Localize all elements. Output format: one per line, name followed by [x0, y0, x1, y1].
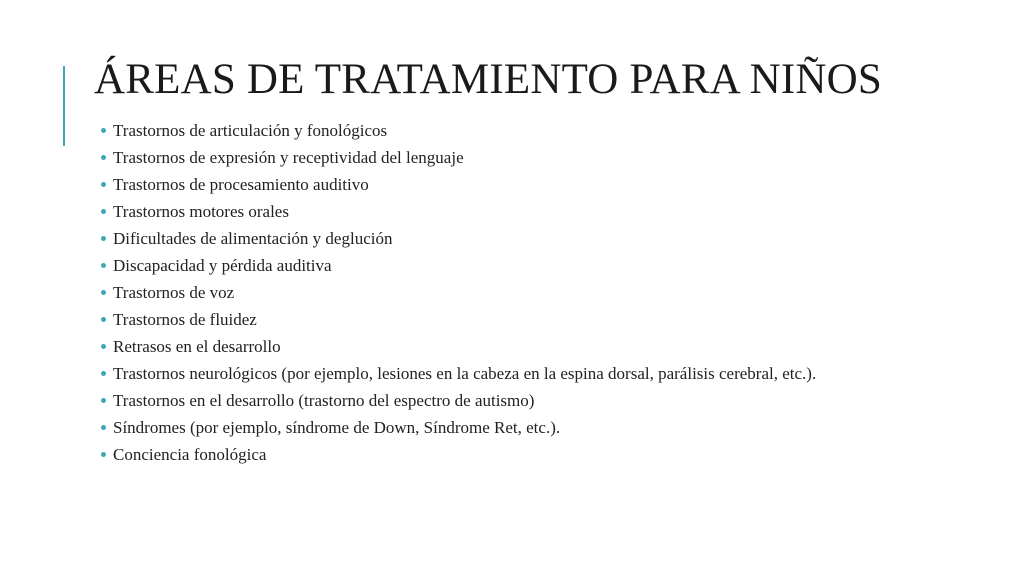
bullet-icon — [101, 344, 106, 349]
list-item — [98, 171, 998, 198]
list-item — [98, 144, 998, 171]
title-accent-bar — [63, 66, 65, 146]
bullet-icon — [101, 317, 106, 322]
list-item-text: Trastornos en el desarrollo (trastorno del espectro de autismo) — [113, 391, 535, 410]
bullet-icon — [101, 236, 106, 241]
list-item-text: Discapacidad y pérdida auditiva — [113, 256, 332, 275]
list-item-text: Dificultades de alimentación y deglución — [113, 229, 393, 248]
list-item — [98, 306, 998, 333]
slide-title: ÁREAS DE TRATAMIENTO PARA NIÑOS — [94, 56, 883, 103]
bullet-icon — [101, 263, 106, 268]
list-item — [98, 333, 998, 360]
list-item-text: Trastornos de articulación y fonológicos — [113, 121, 388, 140]
bullet-icon — [101, 398, 106, 403]
list-item — [98, 279, 998, 306]
list-item-text: Trastornos de procesamiento auditivo — [113, 175, 369, 194]
bullet-list — [98, 117, 998, 468]
list-item-text: Conciencia fonológica — [113, 445, 267, 464]
list-item-text: Trastornos de expresión y receptividad del lenguaje — [113, 148, 464, 167]
bullet-icon — [101, 290, 106, 295]
list-item — [98, 252, 998, 279]
bullet-icon — [101, 128, 106, 133]
list-item-text: Trastornos motores orales — [113, 202, 289, 221]
bullet-icon — [101, 209, 106, 214]
list-item-text: Síndromes (por ejemplo, síndrome de Down, Síndrome Ret, etc.). — [113, 418, 561, 437]
bullet-icon — [101, 452, 106, 457]
list-item — [98, 225, 998, 252]
bullet-icon — [101, 371, 106, 376]
list-item — [98, 387, 998, 414]
list-item — [98, 441, 998, 468]
list-item — [98, 414, 998, 441]
bullet-icon — [101, 182, 106, 187]
list-item — [98, 198, 998, 225]
bullet-icon — [101, 155, 106, 160]
list-item — [98, 360, 998, 387]
list-item-text: Trastornos de voz — [113, 283, 235, 302]
list-item-text: Retrasos en el desarrollo — [113, 337, 281, 356]
bullet-icon — [101, 425, 106, 430]
list-item-text: Trastornos neurológicos (por ejemplo, lesiones en la cabeza en la espina dorsal, parálisis cerebral, etc.). — [113, 364, 817, 383]
list-item — [98, 117, 998, 144]
list-item-text: Trastornos de fluidez — [113, 310, 257, 329]
